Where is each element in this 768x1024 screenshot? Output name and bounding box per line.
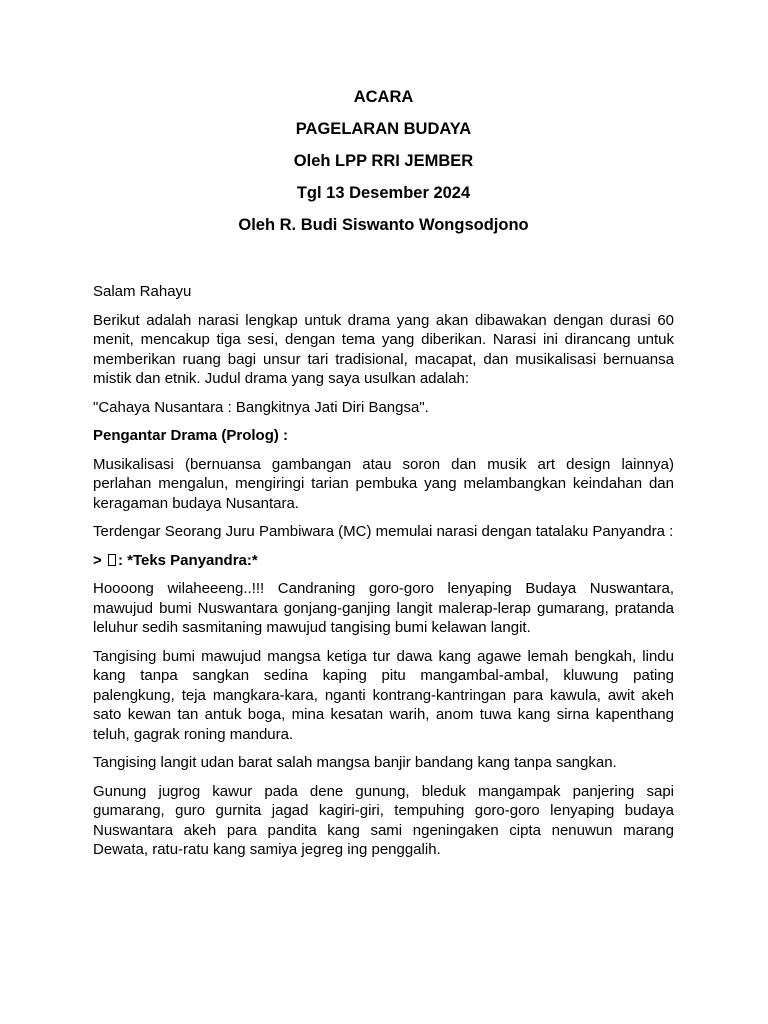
title-author: Oleh R. Budi Siswanto Wongsodjono <box>238 216 529 234</box>
title-acara: ACARA <box>353 88 414 106</box>
panyandra-paragraph-2: Tangising bumi mawujud mangsa ketiga tur dawa kang agawe lemah bengkah, lindu kang tanpa sangkan sedina kaping pitu mangambal-ambal, kluwung pating palengkung, teja mangkara-kara, nganti kontrang-kantringan para kawula, awit akeh sato kewan tan antuk boga, mina kesatan warih, anom tuwa kang sirna kapenthang teluh, gagrak roning mandura. <box>93 647 674 743</box>
prolog-music-paragraph: Musikalisasi (bernuansa gambangan atau soron dan musik art design lainnya) perlahan mengalun, mengiringi tarian pembuka yang melambangkan keindahan dan keragaman budaya Nusantara. <box>93 455 674 512</box>
panyandra-paragraph-3: Tangising langit udan barat salah mangsa banjir bandang kang tanpa sangkan. <box>93 754 617 771</box>
mc-intro-paragraph: Terdengar Seorang Juru Pambiwara (MC) memulai narasi dengan tatalaku Panyandra : <box>93 523 674 540</box>
title-block <box>93 86 674 246</box>
prolog-heading: Pengantar Drama (Prolog) : <box>93 427 289 444</box>
intro-paragraph: Berikut adalah narasi lengkap untuk drama yang akan dibawakan dengan durasi 60 menit, mencakup tiga sesi, dengan tema yang diberikan. Narasi ini dirancang untuk memberikan ruang bagi unsur tari tradisional, macapat, dan musikalisasi bernuansa mistik dan etnik. Judul drama yang saya usulkan adalah: <box>93 311 674 387</box>
title-date: Tgl 13 Desember 2024 <box>296 184 471 202</box>
panyandra-paragraph-1: Hoooong wilaheeeng..!!! Candraning goro-goro lenyaping Budaya Nuswantara, mawujud bumi Nuswantara gonjang-ganjing langit malerap-lerap gumarang, pratanda leluhur sedih sasmitaning mawujud tangising bumi kelawan langit. <box>93 580 674 636</box>
panyandra-prefix: > <box>93 551 102 569</box>
panyandra-heading <box>93 551 674 571</box>
panyandra-paragraph-4: Gunung jugrog kawur pada dene gunung, bleduk mangampak panjering sapi gumarang, guro gurnita jagad kagiri-giri, tempuhing goro-goro lenyaping budaya Nuswantara akeh para pandita kang sami ngeningaken cipta nenuwun marang Dewata, ratu-ratu kang samiya jegreg ing penggalih. <box>93 782 674 858</box>
title-organizer: Oleh LPP RRI JEMBER <box>293 152 474 170</box>
greeting: Salam Rahayu <box>93 283 192 300</box>
panyandra-label: : *Teks Panyandra:* <box>117 551 258 569</box>
title-event: PAGELARAN BUDAYA <box>295 120 472 138</box>
drama-title: "Cahaya Nusantara : Bangkitnya Jati Diri Bangsa". <box>93 398 429 416</box>
document-body <box>93 282 674 860</box>
missing-glyph-icon <box>108 554 116 566</box>
